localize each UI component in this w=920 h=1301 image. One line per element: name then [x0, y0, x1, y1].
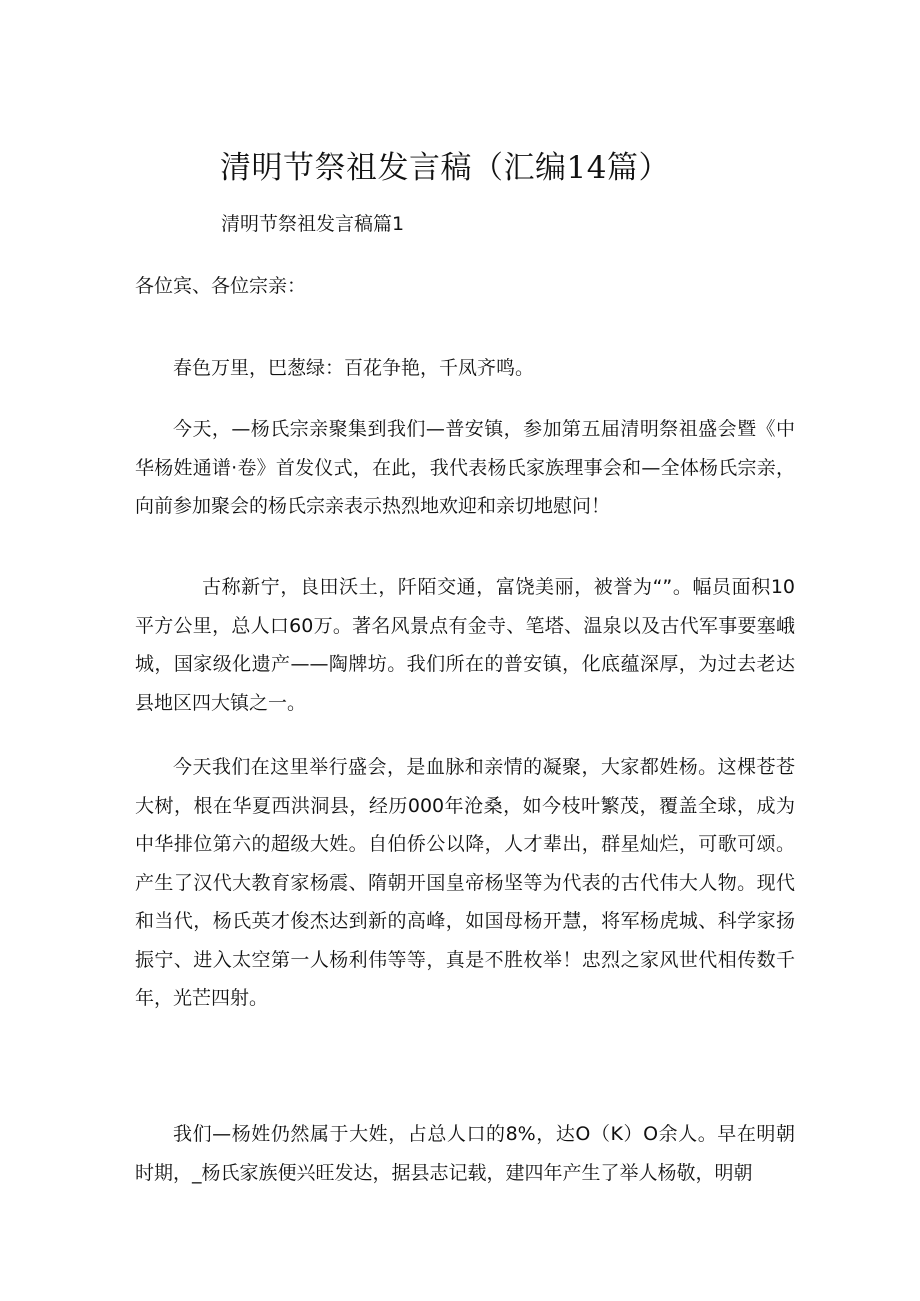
- paragraph-4: 今天我们在这里举行盛会，是血脉和亲情的凝聚，大家都姓杨。这棵苍苍大树，根在华夏西洪洞县，经历000年沧桑，如今枝叶繁茂，覆盖全球，成为中华排位第六的超级大姓。自伯侨公以降，人才辈出，群星灿烂，可歌可颂。产生了汉代大教育家杨震、隋朝开国皇帝杨坚等为代表的古代伟大人物。现代和当代，杨氏英才俊杰达到新的高峰，如国母杨开慧，将军杨虎城、科学家扬振宁、进入太空第一人杨利伟等等，真是不胜枚举！忠烈之家风世代相传数千年，光芒四射。: [135, 756, 795, 1009]
- document-title: 清明节祭祖发言稿（汇编14篇）: [220, 150, 670, 186]
- salutation: 各位宾、各位宗亲：: [135, 275, 307, 297]
- section-heading: 清明节祭祖发言稿篇1: [221, 213, 405, 235]
- paragraph-3: 古称新宁，良田沃土，阡陌交通，富饶美丽，被誉为“”。幅员面积10平方公里，总人口60万。著名风景点有金寺、笔塔、温泉以及古代军事要塞峨城，国家级化遗产——陶牌坊。我们所在的普安镇，化底蕴深厚，为过去老达县地区四大镇之一。: [135, 576, 795, 714]
- paragraph-2: 今天，—杨氏宗亲聚集到我们—普安镇，参加第五届清明祭祖盛会暨《中华杨姓通谱·卷》首发仪式，在此，我代表杨氏家族理事会和—全体杨氏宗亲，向前参加聚会的杨氏宗亲表示热烈地欢迎和亲切地慰问！: [135, 418, 795, 517]
- paragraph-1: 春色万里，巴葱绿：百花争艳，千凤齐鸣。: [173, 357, 535, 379]
- paragraph-5: 我们—杨姓仍然属于大姓，占总人口的8%，达O（K）O余人。早在明朝时期，_杨氏家族便兴旺发达，据县志记载，建四年产生了举人杨敬，明朝: [135, 1123, 795, 1184]
